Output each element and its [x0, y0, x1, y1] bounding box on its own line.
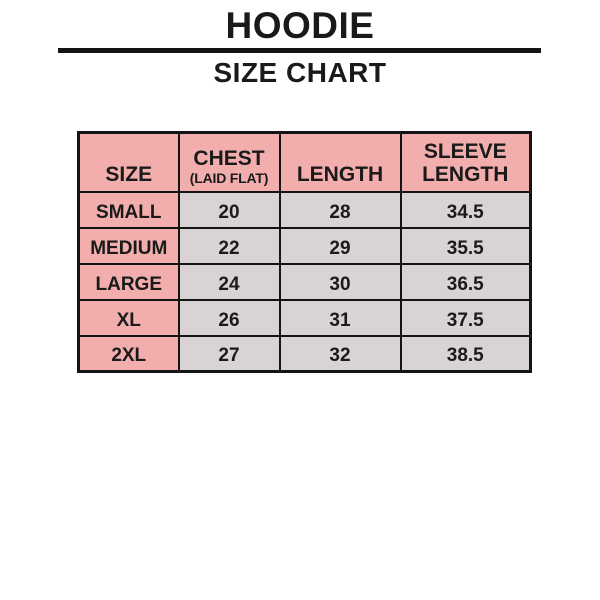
header-row: [79, 133, 531, 192]
cell-sleeve-length: 38.5: [401, 336, 531, 372]
column-header-size: [79, 133, 179, 192]
column-header-size-label: SIZE: [105, 162, 153, 186]
column-header-chest: [179, 133, 280, 192]
table-row: [79, 228, 531, 264]
cell-length: 32: [280, 336, 401, 372]
cell-size: LARGE: [79, 264, 179, 300]
column-header-length: [280, 133, 401, 192]
cell-sleeve-length: 35.5: [401, 228, 531, 264]
cell-chest: 24: [179, 264, 280, 300]
column-header-sleeve-length: [401, 133, 531, 192]
title-divider: [58, 48, 541, 53]
cell-chest: 22: [179, 228, 280, 264]
cell-sleeve-length: 34.5: [401, 192, 531, 228]
cell-size: MEDIUM: [79, 228, 179, 264]
size-table-body: [79, 192, 531, 372]
column-header-sleeve-length-label: SLEEVE LENGTH: [422, 140, 509, 186]
page-subtitle: SIZE CHART: [213, 57, 387, 88]
column-header-chest-label: CHEST: [193, 146, 265, 170]
cell-sleeve-length: 36.5: [401, 264, 531, 300]
page-title: HOODIE: [225, 5, 375, 46]
cell-chest: 20: [179, 192, 280, 228]
size-table: [77, 131, 532, 373]
cell-length: 31: [280, 300, 401, 336]
column-header-length-label: LENGTH: [296, 162, 384, 186]
cell-chest: 26: [179, 300, 280, 336]
table-row: [79, 192, 531, 228]
cell-length: 28: [280, 192, 401, 228]
cell-chest: 27: [179, 336, 280, 372]
cell-length: 29: [280, 228, 401, 264]
cell-length: 30: [280, 264, 401, 300]
table-row: [79, 264, 531, 300]
cell-sleeve-length: 37.5: [401, 300, 531, 336]
cell-size: SMALL: [79, 192, 179, 228]
cell-size: XL: [79, 300, 179, 336]
table-row: [79, 336, 531, 372]
column-header-chest-sublabel: (LAID FLAT): [189, 170, 269, 187]
cell-size: 2XL: [79, 336, 179, 372]
table-row: [79, 300, 531, 336]
